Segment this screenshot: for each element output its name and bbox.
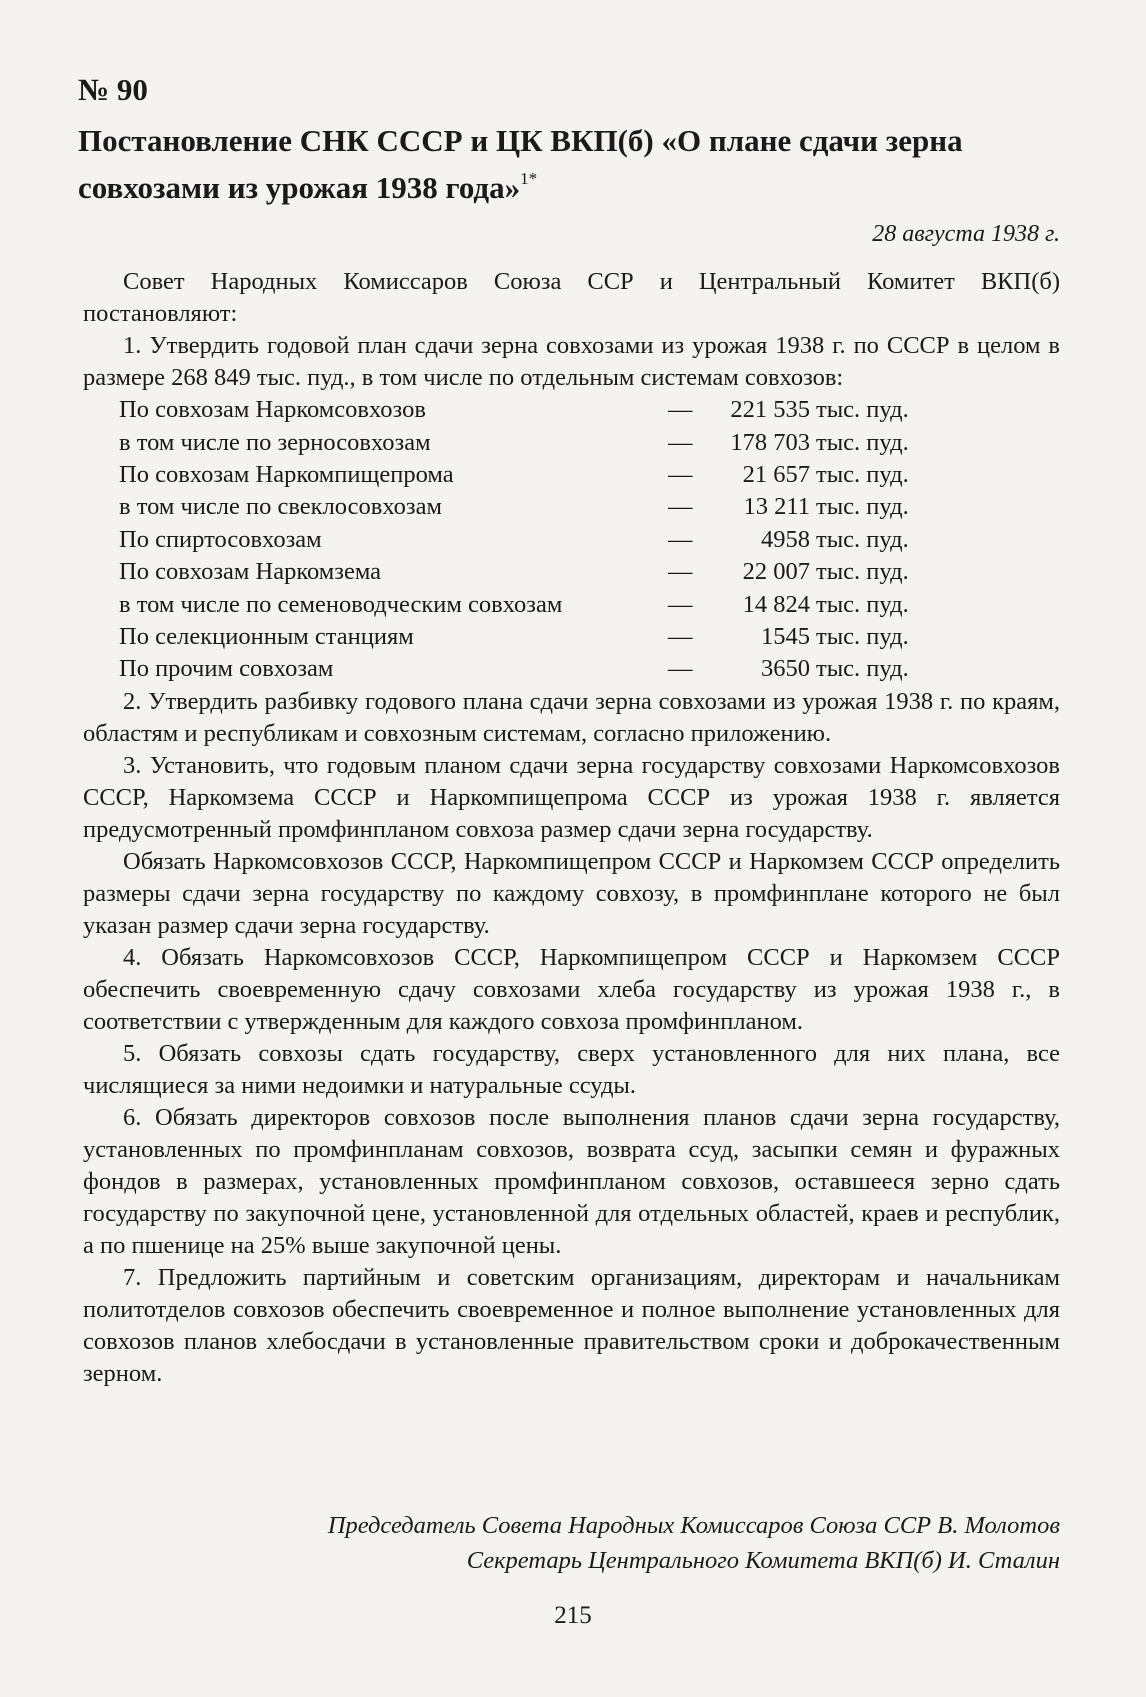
signature-stalin: Секретарь Центрального Комитета ВКП(б) И. Сталин bbox=[466, 1547, 1060, 1574]
document-title bbox=[78, 122, 1038, 207]
plan-row-value: 1545 bbox=[761, 622, 810, 650]
point-2: 2. Утвердить разбивку годового плана сдачи зерна совхозами из урожая 1938 г. по краям, областям и республикам и совхозным системам, согласно приложению. bbox=[83, 687, 1060, 747]
plan-row-value: 178 703 bbox=[730, 428, 810, 456]
title-text: Постановление СНК СССР и ЦК ВКП(б) «О плане сдачи зерна совхозами из урожая 1938 года» bbox=[78, 123, 963, 205]
plan-row-unit: тыс. пуд. bbox=[816, 590, 909, 618]
title-footnote-mark: 1* bbox=[520, 169, 538, 188]
plan-row-value: 14 824 bbox=[742, 590, 810, 618]
plan-row-value: 13 211 bbox=[743, 493, 810, 521]
plan-row bbox=[83, 394, 1060, 426]
plan-row-unit: тыс. пуд. bbox=[816, 525, 909, 553]
plan-row-label: в том числе по зерносовхозам bbox=[119, 428, 431, 456]
plan-row-dash: — bbox=[668, 655, 693, 683]
plan-row-dash: — bbox=[668, 493, 693, 521]
plan-row-label: По прочим совхозам bbox=[119, 655, 334, 683]
plan-row-unit: тыс. пуд. bbox=[816, 655, 909, 683]
plan-row bbox=[83, 621, 1060, 653]
document-number: № 90 bbox=[78, 72, 148, 107]
plan-row-dash: — bbox=[668, 622, 693, 650]
plan-row-value: 4958 bbox=[761, 525, 810, 553]
plan-row-dash: — bbox=[668, 558, 693, 586]
plan-row-dash: — bbox=[668, 396, 693, 424]
document-date: 28 августа 1938 г. bbox=[872, 221, 1060, 247]
point-7: 7. Предложить партийным и советским организациям, директорам и начальникам политотделов совхозов обеспечить своевременное и полное выполнение установленных для совхозов планов хлебосдачи в установленные правительством сроки и доброкачественным зерном. bbox=[83, 1263, 1060, 1387]
plan-row-label: По совхозам Наркомзема bbox=[119, 558, 382, 586]
plan-row-value: 3650 bbox=[761, 655, 810, 683]
plan-row-label: в том числе по свеклосовхозам bbox=[119, 493, 442, 521]
signature-molotov: Председатель Совета Народных Комиссаров Союза ССР В. Молотов bbox=[327, 1512, 1060, 1539]
plan-row-value: 221 535 bbox=[730, 396, 810, 424]
point-5: 5. Обязать совхозы сдать государству, сверх установленного для них плана, все числящиеся за ними недоимки и натуральные ссуды. bbox=[83, 1039, 1060, 1099]
plan-row-label: По спиртосовхозам bbox=[119, 525, 322, 553]
plan-row bbox=[83, 556, 1060, 588]
point-3: 3. Установить, что годовым планом сдачи зерна государству совхозами Наркомсовхозов СССР, Наркомзема СССР и Наркомпищепрома СССР из урожая 1938 г. является предусмотренный промфинпланом совхоза размер сдачи зерна государству. bbox=[83, 751, 1060, 843]
plan-row bbox=[83, 426, 1060, 458]
plan-row bbox=[83, 491, 1060, 523]
plan-row-unit: тыс. пуд. bbox=[816, 428, 909, 456]
plan-row bbox=[83, 588, 1060, 620]
plan-row-dash: — bbox=[668, 460, 693, 488]
plan-row bbox=[83, 653, 1060, 685]
plan-row-dash: — bbox=[668, 525, 693, 553]
plan-row-dash: — bbox=[668, 428, 693, 456]
plan-row-label: в том числе по семеноводческим совхозам bbox=[119, 590, 563, 618]
plan-row-unit: тыс. пуд. bbox=[816, 493, 909, 521]
plan-table bbox=[83, 394, 1060, 686]
intro-paragraph: Совет Народных Комиссаров Союза ССР и Центральный Комитет ВКП(б) постановляют: bbox=[83, 268, 1060, 327]
signatures bbox=[328, 1508, 1060, 1578]
plan-row-unit: тыс. пуд. bbox=[816, 558, 909, 586]
page-number: 215 bbox=[554, 1602, 592, 1629]
plan-row-dash: — bbox=[668, 590, 693, 618]
plan-row-value: 21 657 bbox=[742, 460, 810, 488]
point-4: 4. Обязать Наркомсовхозов СССР, Наркомпищепром СССР и Наркомзем СССР обеспечить своевременную сдачу совхозами хлеба государству из урожая 1938 г., в соответствии с утвержденным для каждого совхоза промфинпланом. bbox=[83, 943, 1060, 1035]
plan-row-value: 22 007 bbox=[742, 558, 810, 586]
plan-row-label: По совхозам Наркомпищепрома bbox=[119, 460, 454, 488]
plan-row-label: По селекционным станциям bbox=[119, 622, 414, 650]
plan-row-unit: тыс. пуд. bbox=[816, 396, 909, 424]
plan-row bbox=[83, 524, 1060, 556]
plan-row-unit: тыс. пуд. bbox=[816, 460, 909, 488]
document-body bbox=[83, 266, 1060, 1390]
plan-row-label: По совхозам Наркомсовхозов bbox=[119, 396, 426, 424]
plan-row bbox=[83, 459, 1060, 491]
plan-row-unit: тыс. пуд. bbox=[816, 622, 909, 650]
point-1: 1. Утвердить годовой план сдачи зерна совхозами из урожая 1938 г. по СССР в целом в размере 268 849 тыс. пуд., в том числе по отдельным системам совхозов: bbox=[83, 332, 1060, 391]
point-6: 6. Обязать директоров совхозов после выполнения планов сдачи зерна государству, установленных по промфинпланам совхозов, возврата ссуд, засыпки семян и фуражных фондов в размерах, установленных промфинпланом совхозов, оставшееся зерно сдать государству по закупочной цене, установленной для отдельных областей, краев и республик, а по пшенице на 25% выше закупочной цены. bbox=[83, 1103, 1060, 1259]
point-3-continuation: Обязать Наркомсовхозов СССР, Наркомпищепром СССР и Наркомзем СССР определить размеры сдачи зерна государству по каждому совхозу, в промфинплане которого не был указан размер сдачи зерна государству. bbox=[83, 847, 1060, 939]
